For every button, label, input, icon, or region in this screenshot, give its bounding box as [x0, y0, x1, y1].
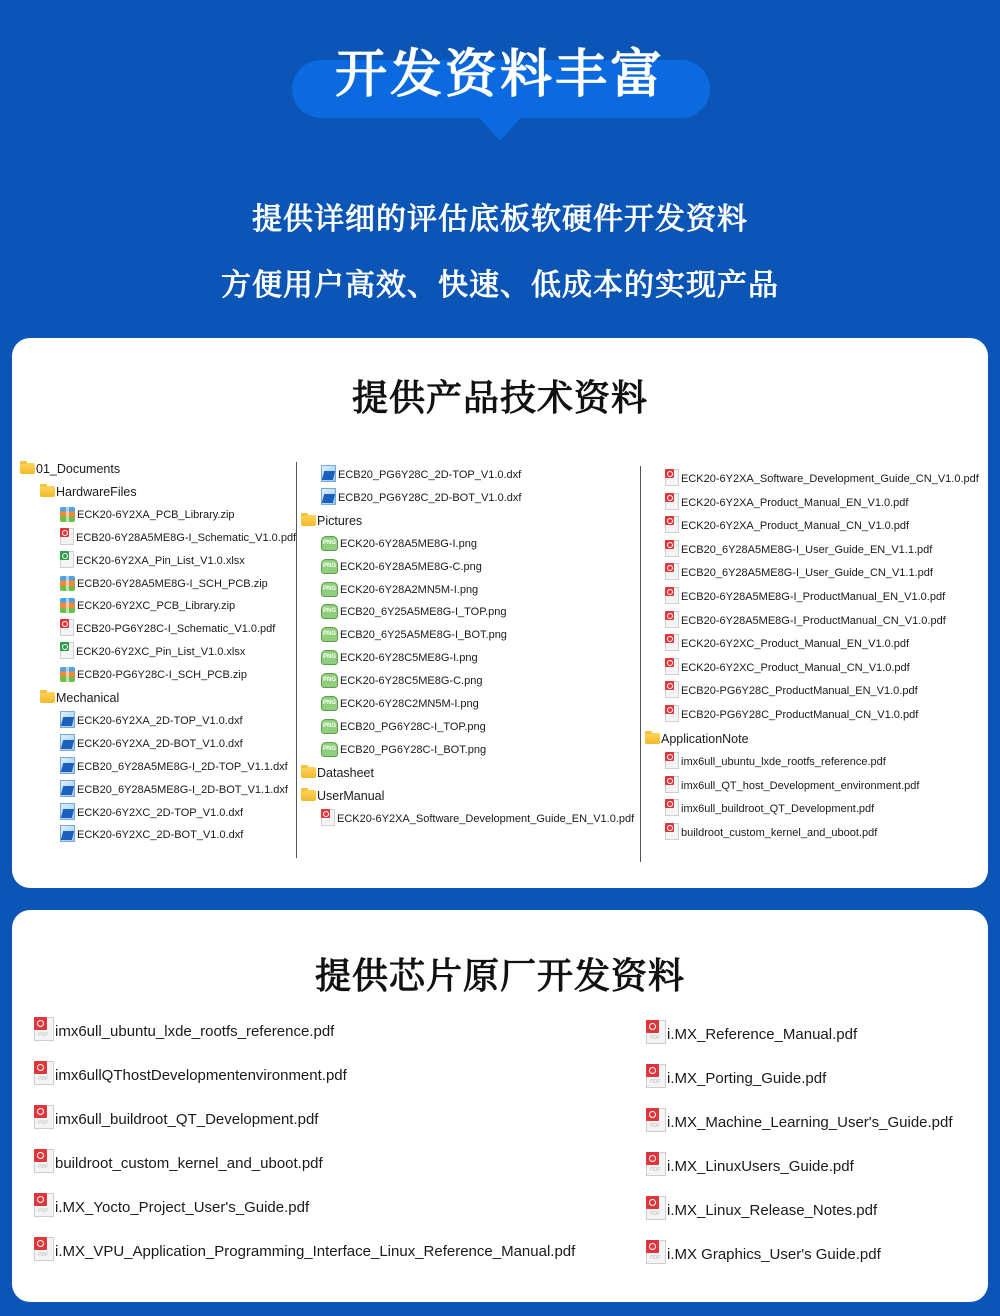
png-image-icon: [321, 582, 338, 597]
file-item[interactable]: [60, 754, 288, 774]
file-item[interactable]: [665, 796, 874, 816]
file-item[interactable]: [60, 502, 235, 522]
pdf-file-icon: [665, 469, 679, 486]
file-name: ECK20-6Y28A2MN5M-I.png: [340, 583, 479, 596]
file-name: ECB20_PG6Y28C_2D-TOP_V1.0.dxf: [338, 469, 522, 481]
pdf-file-icon: [665, 658, 679, 675]
folder-item[interactable]: [301, 508, 362, 528]
file-name: buildroot_custom_kernel_and_uboot.pdf: [681, 827, 878, 839]
file-name: ECB20-PG6Y28C-I_Schematic_V1.0.pdf: [76, 623, 276, 636]
file-name: UserManual: [317, 788, 385, 803]
file-item[interactable]: [321, 691, 479, 711]
pdf-file-icon: PDF: [34, 1061, 54, 1085]
file-name: i.MX_Reference_Manual.pdf: [667, 1026, 858, 1043]
cad-drawing-icon: [60, 734, 75, 751]
file-item[interactable]: [60, 593, 235, 613]
file-item[interactable]: [60, 822, 243, 842]
pdf-file-icon: [665, 611, 679, 628]
hero-subtitle-2: 方便用户高效、快速、低成本的实现产品: [221, 268, 779, 303]
pdf-file-icon: PDF: [34, 1149, 54, 1173]
pdf-file-icon: PDF: [34, 1105, 54, 1129]
file-item[interactable]: [665, 749, 886, 769]
pdf-file-icon: PDF: [646, 1196, 666, 1220]
png-image-icon: [321, 604, 338, 619]
file-item[interactable]: [665, 702, 918, 722]
file-item[interactable]: [321, 645, 478, 665]
folder-icon: [20, 463, 35, 474]
file-name: ECB20_6Y28A5ME8G-I_User_Guide_CN_V1.1.pdf: [681, 567, 933, 580]
file-item[interactable]: [60, 571, 268, 591]
png-image-icon: [321, 673, 338, 688]
folder-item[interactable]: [40, 479, 137, 499]
cad-drawing-icon: [60, 780, 75, 797]
file-name: ECB20_6Y28A5ME8G-I_User_Guide_EN_V1.1.pdf: [681, 543, 933, 556]
file-item[interactable]: [321, 531, 477, 551]
file-item[interactable]: [60, 639, 245, 659]
pdf-doc-item[interactable]: [646, 1238, 881, 1264]
file-name: ECK20-6Y2XC_Pin_List_V1.0.xlsx: [76, 646, 246, 659]
file-name: ECK20-6Y2XC_Product_Manual_CN_V1.0.pdf: [681, 661, 910, 674]
file-name: ECB20_6Y25A5ME8G-I_TOP.png: [340, 606, 507, 619]
file-item[interactable]: [665, 678, 918, 698]
pdf-file-icon: PDF: [34, 1017, 54, 1041]
file-name: i.MX Graphics_User's Guide.pdf: [667, 1246, 881, 1263]
file-name: imx6ull_ubuntu_lxde_rootfs_reference.pdf: [681, 756, 886, 769]
folder-item[interactable]: [645, 726, 749, 746]
file-name: i.MX_Yocto_Project_User's_Guide.pdf: [55, 1199, 310, 1216]
folder-item[interactable]: [301, 783, 384, 803]
file-tree-column-2: [296, 462, 641, 858]
file-name: Mechanical: [56, 691, 120, 705]
file-name: ECB20_PG6Y28C-I_BOT.png: [340, 743, 487, 756]
pdf-doc-item[interactable]: [646, 1106, 953, 1132]
cad-drawing-icon: [60, 825, 75, 842]
file-item[interactable]: [665, 773, 919, 793]
file-name: ECK20-6Y2XA_2D-BOT_V1.0.dxf: [77, 737, 243, 750]
pdf-file-icon: PDF: [646, 1064, 666, 1088]
file-item[interactable]: [665, 631, 909, 651]
file-name: imx6ull_buildroot_QT_Development.pdf: [55, 1111, 319, 1128]
file-name: ECB20_6Y28A5ME8G-I_2D-TOP_V1.1.dxf: [77, 760, 288, 773]
file-name: imx6ull_buildroot_QT_Development.pdf: [681, 803, 875, 816]
pdf-file-icon: PDF: [646, 1240, 666, 1264]
file-item[interactable]: [60, 777, 288, 797]
file-item[interactable]: [665, 513, 909, 533]
cad-drawing-icon: [60, 803, 75, 820]
file-name: ECB20_PG6Y28C_2D-BOT_V1.0.dxf: [338, 491, 522, 504]
cad-drawing-icon: [60, 757, 75, 774]
pdf-doc-item[interactable]: [34, 1235, 575, 1261]
pdf-file-icon: [665, 776, 679, 793]
file-item[interactable]: [321, 714, 486, 734]
png-image-icon: [321, 559, 338, 574]
file-item[interactable]: [321, 577, 478, 597]
file-item[interactable]: [665, 584, 945, 604]
file-item[interactable]: [321, 554, 482, 574]
file-name: ECB20-6Y28A5ME8G-I_SCH_PCB.zip: [77, 577, 268, 590]
file-item[interactable]: [665, 655, 910, 675]
product-docs-title: 提供产品技术资料: [351, 378, 648, 419]
file-item[interactable]: [321, 599, 507, 619]
pdf-doc-item[interactable]: [34, 1103, 318, 1129]
file-name: ECK20-6Y2XA_PCB_Library.zip: [77, 508, 235, 521]
zip-archive-icon: [60, 507, 75, 522]
pdf-file-icon: [60, 528, 74, 545]
file-name: i.MX_Linux_Release_Notes.pdf: [667, 1202, 878, 1219]
file-item[interactable]: [665, 490, 908, 510]
file-item[interactable]: [60, 731, 243, 751]
file-item[interactable]: [321, 806, 634, 826]
cad-drawing-icon: [321, 488, 336, 505]
spreadsheet-file-icon: [60, 551, 74, 568]
png-image-icon: [321, 627, 338, 642]
pdf-doc-item[interactable]: [646, 1018, 857, 1044]
file-name: ECK20-6Y28C2MN5M-I.png: [340, 698, 479, 710]
pdf-file-icon: [665, 540, 679, 557]
hero-title: 开发资料丰富: [334, 45, 665, 105]
file-tree-column-3: [640, 466, 985, 862]
pdf-doc-item[interactable]: [34, 1015, 334, 1041]
file-name: i.MX_LinuxUsers_Guide.pdf: [667, 1158, 854, 1175]
file-item[interactable]: [321, 462, 521, 482]
file-name: ECK20-6Y28C5ME8G-C.png: [340, 675, 483, 688]
spreadsheet-file-icon: [60, 642, 74, 659]
pdf-file-icon: PDF: [34, 1193, 54, 1217]
folder-item[interactable]: [20, 456, 120, 476]
file-name: ECK20-6Y2XC_Product_Manual_EN_V1.0.pdf: [681, 638, 910, 651]
pdf-file-icon: [665, 516, 679, 533]
pdf-file-icon: [665, 752, 679, 769]
pdf-file-icon: [665, 799, 679, 816]
file-name: i.MX_VPU_Application_Programming_Interface_Linux_Reference_Manual.pdf: [55, 1243, 576, 1260]
file-name: imx6ull_ubuntu_lxde_rootfs_reference.pdf: [55, 1023, 335, 1040]
file-name: i.MX_Machine_Learning_User's_Guide.pdf: [667, 1114, 953, 1131]
pdf-doc-item[interactable]: [34, 1191, 309, 1217]
file-name: Pictures: [317, 513, 363, 528]
product-docs-card: [12, 338, 988, 888]
file-name: ECK20-6Y2XA_2D-TOP_V1.0.dxf: [77, 714, 243, 727]
folder-item[interactable]: [301, 760, 374, 780]
file-item[interactable]: [60, 662, 247, 682]
file-item[interactable]: [321, 737, 486, 757]
pdf-doc-item[interactable]: [646, 1150, 854, 1176]
png-image-icon: [321, 536, 338, 551]
file-name: ECK20-6Y2XA_Software_Development_Guide_EN_V1.0.pdf: [337, 812, 635, 825]
folder-icon: [40, 486, 55, 497]
cad-drawing-icon: [321, 465, 336, 482]
file-name: imx6ull_QT_host_Development_environment.pdf: [681, 779, 920, 792]
file-item[interactable]: [665, 608, 946, 628]
file-item[interactable]: [665, 466, 979, 486]
png-image-icon: [321, 719, 338, 734]
pdf-file-icon: PDF: [646, 1020, 666, 1044]
folder-item[interactable]: [40, 685, 119, 705]
pdf-doc-item[interactable]: [646, 1194, 877, 1220]
file-item[interactable]: [665, 820, 877, 840]
file-name: ECB20-PG6Y28C_ProductManual_CN_V1.0.pdf: [681, 709, 919, 721]
png-image-icon: [321, 650, 338, 665]
pdf-file-icon: [665, 493, 679, 510]
file-name: ApplicationNote: [661, 731, 749, 746]
file-name: i.MX_Porting_Guide.pdf: [667, 1070, 827, 1087]
file-name: imx6ullQThostDevelopmentenvironment.pdf: [55, 1067, 347, 1084]
file-name: ECB20-PG6Y28C-I_SCH_PCB.zip: [77, 669, 247, 682]
chip-docs-title: 提供芯片原厂开发资料: [314, 956, 685, 997]
hero-subtitle-1: 提供详细的评估底板软硬件开发资料: [252, 202, 748, 237]
folder-icon: [301, 767, 316, 778]
pdf-file-icon: [665, 634, 679, 651]
pdf-file-icon: [665, 823, 679, 840]
pdf-doc-item[interactable]: [34, 1059, 347, 1085]
file-name: ECB20-PG6Y28C_ProductManual_EN_V1.0.pdf: [681, 685, 918, 698]
chip-docs-card: [12, 910, 988, 1302]
file-name: buildroot_custom_kernel_and_uboot.pdf: [55, 1155, 323, 1172]
pdf-file-icon: PDF: [646, 1152, 666, 1176]
file-name: ECB20-6Y28A5ME8G-I_ProductManual_CN_V1.0.pdf: [681, 614, 946, 627]
hero-bubble-tail: [478, 117, 522, 141]
cad-drawing-icon: [60, 711, 75, 728]
file-name: Datasheet: [317, 765, 374, 780]
pdf-file-icon: [665, 563, 679, 580]
folder-icon: [40, 692, 55, 703]
pdf-file-icon: [665, 587, 679, 604]
folder-icon: [301, 790, 316, 801]
file-name: HardwareFiles: [56, 484, 137, 499]
file-name: ECB20_6Y25A5ME8G-I_BOT.png: [340, 629, 507, 642]
file-item[interactable]: [60, 708, 243, 728]
file-name: ECK20-6Y28C5ME8G-I.png: [340, 652, 478, 665]
file-name: ECB20_PG6Y28C-I_TOP.png: [340, 720, 486, 733]
file-item[interactable]: [60, 800, 243, 820]
file-name: ECK20-6Y2XC_PCB_Library.zip: [77, 600, 236, 613]
file-name: ECK20-6Y2XC_2D-BOT_V1.0.dxf: [77, 829, 244, 842]
file-name: ECK20-6Y28A5ME8G-C.png: [340, 560, 482, 573]
file-name: 01_Documents: [36, 462, 121, 476]
file-name: ECK20-6Y2XC_2D-TOP_V1.0.dxf: [77, 806, 244, 819]
file-item[interactable]: [665, 560, 933, 580]
file-name: ECK20-6Y2XA_Product_Manual_CN_V1.0.pdf: [681, 520, 910, 533]
file-name: ECK20-6Y2XA_Software_Development_Guide_CN_V1.0.pdf: [681, 473, 979, 485]
png-image-icon: [321, 696, 338, 711]
zip-archive-icon: [60, 667, 75, 682]
folder-icon: [645, 733, 660, 744]
pdf-file-icon: [665, 705, 679, 722]
file-item[interactable]: [321, 485, 521, 505]
pdf-file-icon: PDF: [34, 1237, 54, 1261]
file-item[interactable]: [60, 548, 245, 568]
png-image-icon: [321, 742, 338, 757]
file-item[interactable]: [321, 668, 482, 688]
file-item[interactable]: [60, 525, 296, 545]
file-item[interactable]: [60, 616, 275, 636]
file-item[interactable]: [321, 622, 507, 642]
folder-icon: [301, 515, 316, 526]
file-name: ECB20_6Y28A5ME8G-I_2D-BOT_V1.1.dxf: [77, 783, 288, 796]
file-name: ECK20-6Y28A5ME8G-I.png: [340, 537, 477, 550]
pdf-file-icon: [60, 619, 74, 636]
pdf-file-icon: [321, 809, 335, 826]
pdf-doc-item[interactable]: [34, 1147, 323, 1173]
file-item[interactable]: [665, 537, 932, 557]
zip-archive-icon: [60, 598, 75, 613]
file-name: ECK20-6Y2XA_Pin_List_V1.0.xlsx: [76, 554, 245, 567]
pdf-file-icon: [665, 681, 679, 698]
pdf-doc-item[interactable]: [646, 1062, 826, 1088]
pdf-file-icon: PDF: [646, 1108, 666, 1132]
file-name: ECB20-6Y28A5ME8G-I_ProductManual_EN_V1.0.pdf: [681, 591, 946, 603]
zip-archive-icon: [60, 576, 75, 591]
file-name: ECB20-6Y28A5ME8G-I_Schematic_V1.0.pdf: [76, 531, 297, 544]
file-name: ECK20-6Y2XA_Product_Manual_EN_V1.0.pdf: [681, 496, 909, 509]
